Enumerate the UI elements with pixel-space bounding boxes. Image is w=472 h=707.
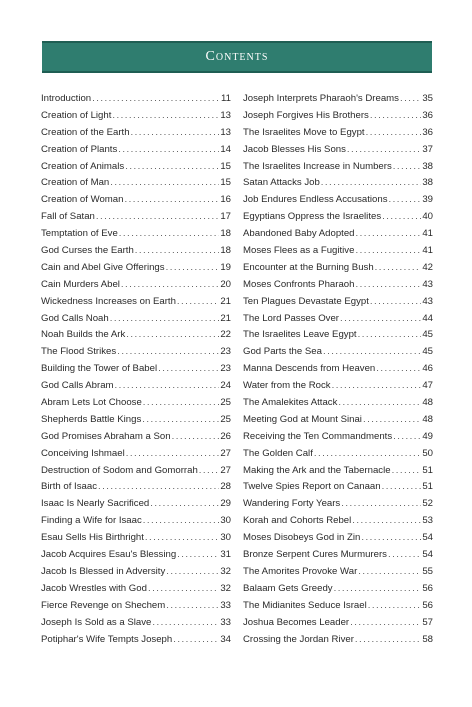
toc-entry-title: Potiphar's Wife Tempts Joseph	[41, 633, 173, 645]
toc-leader-dots	[177, 296, 219, 307]
toc-entry-title: Finding a Wife for Isaac	[41, 515, 142, 527]
toc-entry-title: Bronze Serpent Cures Murmurers	[243, 549, 387, 561]
toc-entry	[243, 465, 433, 482]
toc-entry-page: 35	[422, 93, 433, 104]
toc-leader-dots	[143, 397, 220, 408]
toc-leader-dots	[392, 465, 422, 476]
toc-entry	[41, 431, 231, 448]
toc-leader-dots	[142, 414, 219, 425]
toc-entry-title: Temptation of Eve	[41, 228, 118, 240]
toc-leader-dots	[388, 549, 421, 560]
toc-entry-page: 45	[422, 329, 433, 341]
toc-entry	[41, 414, 231, 431]
toc-entry	[41, 127, 231, 144]
toc-entry	[243, 228, 433, 245]
toc-entry-page: 42	[422, 261, 433, 273]
toc-leader-dots	[110, 177, 219, 188]
toc-entry-page: 31	[220, 549, 231, 561]
toc-leader-dots	[341, 498, 421, 509]
toc-leader-dots	[363, 414, 421, 425]
toc-entry-title: Abram Lets Lot Choose	[41, 397, 142, 409]
toc-entry-page: 11	[221, 93, 231, 104]
toc-entry-page: 43	[422, 278, 433, 290]
toc-leader-dots	[112, 110, 219, 121]
toc-entry-page: 23	[220, 346, 231, 358]
toc-entry	[243, 93, 433, 110]
toc-entry	[243, 414, 433, 431]
toc-entry-page: 40	[422, 211, 433, 223]
toc-entry	[41, 161, 231, 178]
toc-entry-title: Manna Descends from Heaven	[243, 363, 376, 375]
toc-entry	[41, 363, 231, 380]
toc-entry-title: God Parts the Sea	[243, 346, 322, 358]
toc-entry-page: 26	[220, 430, 231, 442]
toc-entry-page: 30	[220, 532, 231, 544]
toc-entry-page: 23	[220, 363, 231, 375]
toc-entry	[41, 144, 231, 161]
toc-leader-dots	[152, 617, 219, 628]
toc-entry	[243, 515, 433, 532]
toc-entry-title: Moses Disobeys God in Zin	[243, 532, 361, 544]
toc-entry-title: Creation of the Earth	[41, 126, 130, 138]
toc-entry-title: Water from the Rock	[243, 380, 331, 392]
toc-entry	[243, 600, 433, 617]
toc-entry-page: 36	[422, 126, 433, 138]
toc-leader-dots	[166, 600, 219, 611]
toc-entry	[41, 515, 231, 532]
toc-leader-dots	[110, 313, 220, 324]
toc-entry	[243, 313, 433, 330]
toc-entry-title: Fall of Satan	[41, 211, 95, 223]
toc-entry-title: Creation of Animals	[41, 160, 125, 172]
toc-column-right	[243, 93, 433, 650]
toc-entry-title: Introduction	[41, 93, 92, 104]
toc-entry-page: 30	[220, 515, 231, 527]
toc-leader-dots	[400, 93, 421, 104]
toc-entry-title: Isaac Is Nearly Sacrificed	[41, 498, 150, 510]
toc-leader-dots	[352, 515, 421, 526]
toc-entry	[243, 346, 433, 363]
toc-entry	[41, 245, 231, 262]
toc-entry	[41, 262, 231, 279]
toc-leader-dots	[358, 566, 421, 577]
toc-entry-title: The Amalekites Attack	[243, 397, 338, 409]
toc-leader-dots	[121, 279, 219, 290]
toc-entry-page: 13	[220, 126, 231, 138]
toc-entry-page: 54	[422, 549, 433, 561]
toc-leader-dots	[361, 532, 421, 543]
toc-leader-dots	[124, 194, 219, 205]
toc-leader-dots	[393, 431, 421, 442]
toc-entry	[243, 296, 433, 313]
toc-entry-title: Jacob Wrestles with God	[41, 582, 147, 594]
toc-leader-dots	[115, 380, 220, 391]
toc-entry	[243, 431, 433, 448]
toc-entry	[243, 634, 433, 651]
toc-leader-dots	[340, 313, 421, 324]
toc-entry-page: 14	[220, 143, 231, 155]
toc-entry-title: Making the Ark and the Tabernacle	[243, 464, 391, 476]
toc-entry	[41, 634, 231, 651]
toc-entry	[243, 161, 433, 178]
toc-entry-page: 56	[422, 582, 433, 594]
contents-banner	[42, 41, 432, 73]
toc-leader-dots	[370, 110, 421, 121]
toc-leader-dots	[355, 245, 421, 256]
toc-entry-page: 29	[220, 498, 231, 510]
toc-entry-page: 39	[422, 194, 433, 206]
toc-entry-page: 17	[220, 211, 231, 223]
toc-leader-dots	[368, 600, 422, 611]
toc-entry	[41, 498, 231, 515]
toc-entry-title: God Promises Abraham a Son	[41, 430, 171, 442]
toc-entry	[41, 177, 231, 194]
toc-entry-title: Joseph Is Sold as a Slave	[41, 616, 152, 628]
toc-entry-page: 56	[422, 599, 433, 611]
toc-entry-title: Creation of Light	[41, 109, 112, 121]
toc-entry	[41, 313, 231, 330]
toc-entry	[41, 380, 231, 397]
toc-entry-page: 51	[422, 481, 433, 493]
toc-leader-dots	[177, 549, 219, 560]
toc-leader-dots	[389, 194, 422, 205]
toc-entry-page: 20	[220, 278, 231, 290]
toc-entry-title: God Calls Noah	[41, 312, 109, 324]
toc-entry-page: 33	[220, 616, 231, 628]
toc-leader-dots	[96, 211, 219, 222]
toc-entry-title: Birth of Isaac	[41, 481, 97, 493]
toc-entry-page: 21	[220, 312, 231, 324]
toc-entry-title: Cain Murders Abel	[41, 278, 120, 290]
toc-entry-title: Encounter at the Burning Bush	[243, 261, 374, 273]
toc-leader-dots	[370, 296, 421, 307]
toc-entry-title: Job Endures Endless Accusations	[243, 194, 388, 206]
toc-entry	[243, 532, 433, 549]
toc-entry-title: Wandering Forty Years	[243, 498, 341, 510]
toc-entry	[41, 465, 231, 482]
toc-entry	[243, 245, 433, 262]
toc-entry-page: 54	[422, 532, 433, 544]
toc-leader-dots	[366, 127, 422, 138]
toc-entry	[41, 583, 231, 600]
toc-entry-page: 41	[422, 228, 433, 240]
toc-leader-dots	[314, 448, 421, 459]
toc-entry-title: The Israelites Leave Egypt	[243, 329, 357, 341]
toc-entry-title: Destruction of Sodom and Gomorrah	[41, 464, 198, 476]
toc-entry-page: 38	[422, 177, 433, 189]
toc-entry-title: Moses Confronts Pharaoh	[243, 278, 355, 290]
toc-entry-title: Building the Tower of Babel	[41, 363, 158, 375]
toc-leader-dots	[334, 583, 422, 594]
toc-entry-title: Satan Attacks Job	[243, 177, 320, 189]
toc-entry	[41, 194, 231, 211]
page-title: Contents	[205, 49, 269, 64]
toc-entry	[41, 296, 231, 313]
toc-entry	[243, 549, 433, 566]
toc-leader-dots	[350, 617, 421, 628]
toc-entry-page: 46	[422, 363, 433, 375]
toc-entry-title: The Israelites Increase in Numbers	[243, 160, 392, 172]
toc-leader-dots	[382, 481, 422, 492]
toc-entry-title: The Midianites Seduce Israel	[243, 599, 367, 611]
toc-entry-page: 16	[220, 194, 231, 206]
toc-entry-page: 50	[422, 447, 433, 459]
toc-entry-page: 58	[422, 633, 433, 645]
toc-entry-page: 18	[220, 228, 231, 240]
toc-leader-dots	[355, 279, 421, 290]
toc-entry-page: 27	[220, 447, 231, 459]
toc-leader-dots	[321, 177, 422, 188]
toc-entry-title: Balaam Gets Greedy	[243, 582, 333, 594]
toc-entry	[41, 448, 231, 465]
toc-entry-title: The Israelites Move to Egypt	[243, 126, 365, 138]
toc-entry-title: Esau Sells His Birthright	[41, 532, 144, 544]
toc-entry-page: 13	[220, 109, 231, 121]
toc-entry-page: 49	[422, 430, 433, 442]
toc-leader-dots	[332, 380, 422, 391]
toc-leader-dots	[347, 144, 421, 155]
toc-entry	[243, 566, 433, 583]
toc-leader-dots	[143, 515, 220, 526]
toc-entry-page: 36	[422, 109, 433, 121]
toc-entry	[243, 177, 433, 194]
toc-leader-dots	[376, 363, 421, 374]
toc-leader-dots	[126, 329, 219, 340]
toc-leader-dots	[98, 481, 219, 492]
toc-entry-page: 55	[422, 565, 433, 577]
toc-entry	[243, 583, 433, 600]
toc-entry	[41, 566, 231, 583]
toc-entry	[41, 110, 231, 127]
toc-entry	[243, 110, 433, 127]
toc-entry	[243, 481, 433, 498]
toc-leader-dots	[135, 245, 220, 256]
toc-leader-dots	[158, 363, 219, 374]
toc-entry-page: 37	[422, 143, 433, 155]
toc-entry-title: God Curses the Earth	[41, 245, 134, 257]
toc-entry-title: Jacob Blesses His Sons	[243, 143, 346, 155]
toc-entry-title: Creation of Man	[41, 177, 110, 189]
toc-entry	[243, 279, 433, 296]
toc-leader-dots	[393, 161, 422, 172]
toc-leader-dots	[92, 93, 220, 104]
toc-leader-dots	[323, 346, 421, 357]
toc-entry-title: Abandoned Baby Adopted	[243, 228, 355, 240]
toc-entry-page: 34	[220, 633, 231, 645]
toc-entry-page: 15	[220, 160, 231, 172]
toc-entry-page: 48	[422, 397, 433, 409]
toc-entry-page: 38	[422, 160, 433, 172]
toc-entry-page: 24	[220, 380, 231, 392]
toc-entry-title: Shepherds Battle Kings	[41, 413, 142, 425]
toc-leader-dots	[119, 228, 220, 239]
toc-entry-title: Cain and Abel Give Offerings	[41, 261, 165, 273]
toc-entry	[41, 600, 231, 617]
toc-entry-page: 44	[422, 312, 433, 324]
toc-leader-dots	[145, 532, 219, 543]
toc-leader-dots	[148, 583, 219, 594]
toc-entry-title: Creation of Plants	[41, 143, 118, 155]
toc-entry-page: 25	[220, 413, 231, 425]
toc-entry	[41, 481, 231, 498]
toc-entry	[41, 228, 231, 245]
toc-entry	[243, 380, 433, 397]
toc-leader-dots	[150, 498, 219, 509]
toc-leader-dots	[172, 431, 220, 442]
toc-entry-page: 57	[422, 616, 433, 628]
toc-entry-title: Meeting God at Mount Sinai	[243, 413, 362, 425]
toc-entry-title: The Golden Calf	[243, 447, 313, 459]
toc-entry-page: 32	[220, 582, 231, 594]
toc-entry-title: Noah Builds the Ark	[41, 329, 126, 341]
toc-entry	[41, 532, 231, 549]
toc-entry-page: 25	[220, 397, 231, 409]
toc-entry-title: Fierce Revenge on Shechem	[41, 599, 166, 611]
toc-leader-dots	[173, 634, 219, 645]
toc-entry-page: 48	[422, 413, 433, 425]
toc-entry-title: Joshua Becomes Leader	[243, 616, 350, 628]
toc-entry-page: 21	[220, 295, 231, 307]
toc-entry-page: 45	[422, 346, 433, 358]
toc-leader-dots	[199, 465, 220, 476]
toc-entry-title: Moses Flees as a Fugitive	[243, 245, 355, 257]
toc-entry-page: 53	[422, 515, 433, 527]
toc-leader-dots	[166, 566, 219, 577]
toc-entry-title: The Lord Passes Over	[243, 312, 339, 324]
toc-entry	[243, 617, 433, 634]
toc-entry-title: Receiving the Ten Commandments	[243, 430, 393, 442]
toc-entry-title: Ten Plagues Devastate Egypt	[243, 295, 369, 307]
toc-entry-title: Crossing the Jordan River	[243, 633, 354, 645]
toc-leader-dots	[125, 161, 219, 172]
toc-entry-page: 19	[220, 261, 231, 273]
toc-entry	[243, 397, 433, 414]
toc-entry	[41, 397, 231, 414]
toc-entry	[41, 346, 231, 363]
toc-leader-dots	[117, 346, 219, 357]
toc-leader-dots	[355, 634, 421, 645]
toc-entry	[41, 549, 231, 566]
toc-entry	[41, 93, 231, 110]
toc-entry-page: 27	[220, 464, 231, 476]
toc-entry-title: God Calls Abram	[41, 380, 114, 392]
table-of-contents	[41, 93, 433, 650]
toc-entry-title: Conceiving Ishmael	[41, 447, 125, 459]
toc-leader-dots	[356, 228, 422, 239]
toc-leader-dots	[118, 144, 219, 155]
toc-entry-page: 43	[422, 295, 433, 307]
toc-entry-title: The Amorites Provoke War	[243, 565, 358, 577]
toc-entry-title: The Flood Strikes	[41, 346, 117, 358]
toc-leader-dots	[166, 262, 220, 273]
toc-entry-title: Wickedness Increases on Earth	[41, 295, 176, 307]
toc-entry	[243, 329, 433, 346]
toc-entry-page: 22	[220, 329, 231, 341]
toc-entry-page: 32	[220, 565, 231, 577]
toc-leader-dots	[338, 397, 421, 408]
toc-entry-title: Egyptians Oppress the Israelites	[243, 211, 382, 223]
toc-entry	[243, 211, 433, 228]
toc-entry-title: Creation of Woman	[41, 194, 124, 206]
toc-entry	[243, 194, 433, 211]
toc-entry-page: 15	[220, 177, 231, 189]
toc-leader-dots	[126, 448, 220, 459]
toc-column-left	[41, 93, 231, 650]
toc-entry	[41, 329, 231, 346]
toc-entry	[243, 144, 433, 161]
toc-entry-page: 51	[422, 464, 433, 476]
toc-entry-page: 41	[422, 245, 433, 257]
toc-entry	[243, 127, 433, 144]
toc-entry-title: Joseph Interprets Pharaoh's Dreams	[243, 93, 399, 104]
toc-leader-dots	[358, 329, 422, 340]
toc-entry-title: Joseph Forgives His Brothers	[243, 109, 369, 121]
toc-entry-title: Jacob Is Blessed in Adversity	[41, 565, 166, 577]
toc-entry-page: 52	[422, 498, 433, 510]
toc-entry-title: Korah and Cohorts Rebel	[243, 515, 352, 527]
toc-entry-page: 33	[220, 599, 231, 611]
toc-leader-dots	[375, 262, 422, 273]
toc-entry	[243, 448, 433, 465]
toc-entry	[41, 279, 231, 296]
toc-entry	[243, 363, 433, 380]
toc-entry-title: Jacob Acquires Esau's Blessing	[41, 549, 177, 561]
toc-entry-page: 18	[220, 245, 231, 257]
toc-entry-page: 28	[220, 481, 231, 493]
toc-entry-title: Twelve Spies Report on Canaan	[243, 481, 381, 493]
toc-entry	[243, 262, 433, 279]
toc-entry	[243, 498, 433, 515]
toc-leader-dots	[131, 127, 220, 138]
toc-entry	[41, 211, 231, 228]
toc-entry-page: 47	[422, 380, 433, 392]
toc-leader-dots	[382, 211, 421, 222]
toc-entry	[41, 617, 231, 634]
